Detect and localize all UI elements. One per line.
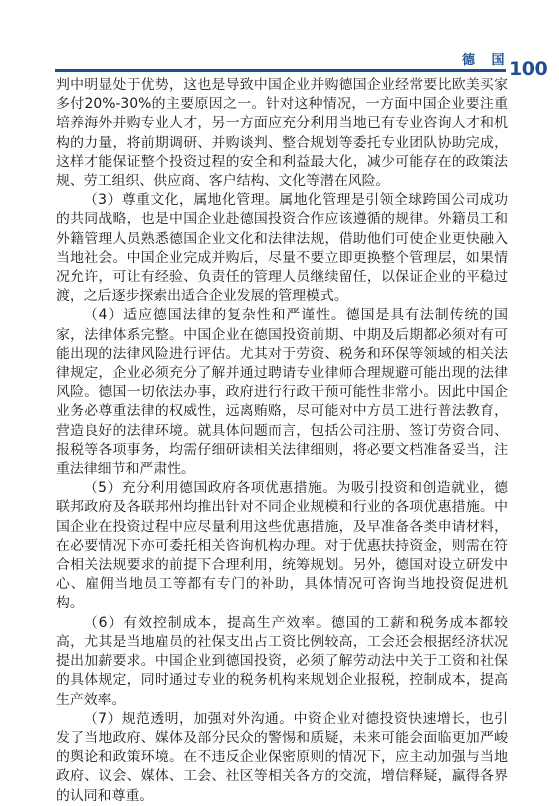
- paragraph-text: 判中明显处于优势，这也是导致中国企业并购德国企业经常要比欧美买家多付20%-30%的主要原因之一。针对这种情况，一方面中国企业要注重培养海外并购专业人才，另一方面应充分利用当地已有专业咨询人才和机构的力量，将前期调研、并购谈判、整合规划等委托专业团队协助完成，这样才能保证整个投资过程的安全和利益最大化，减少可能存在的政策法规、劳工组织、供应商、客户结构、文化等潜在风险。: [56, 77, 508, 190]
- paragraph: [56, 614, 508, 710]
- paragraph-text: 中资企业对德投资快速增长，也引发了当地政府、媒体及部分民众的警惕和质疑，未来可能会面临更加严峻的舆论和政策环境。在不违反企业保密原则的情况下，应主动加强与当地政府、议会、媒体、工会、社区等相关各方的交流，增信释疑，赢得各界的认同和尊重。: [56, 710, 508, 804]
- paragraph: [56, 191, 508, 306]
- paragraph-text: 德国是具有法制传统的国家，法律体系完整。中国企业在德国投资前期、中期及后期都必须对有可能出现的法律风险进行评估。尤其对于劳资、税务和环保等领域的相关法律规定，企业必须充分了解并通过聘请专业律师合理规避可能出现的法律风险。德国一切依法办事，政府进行行政干预可能性非常小。因此中国企业务必尊重法律的权威性，远离贿赂，尽可能对中方员工进行普法教育，营造良好的法律环境。就具体问题而言，包括公司注册、签订劳资合同、报税等各项事务，均需仔细研读相关法律细则，将必要文档准备妥当，注重法律细节和严肃性。: [56, 307, 508, 478]
- paragraph-text: 属地化管理是引领全球跨国公司成功的共同战略，也是中国企业赴德国投资合作应该遵循的规律。外籍员工和外籍管理人员熟悉德国企业文化和法律法规，借助他们可使企业更快融入当地社会。中国企业完成并购后，尽量不要立即更换整个管理层，如果情况允许，可让有经验、负责任的管理人员继续留任，以保证企业的平稳过渡，之后逐步探索出适合企业发展的管理模式。: [56, 192, 508, 305]
- paragraph: [56, 76, 508, 191]
- page-number: 100: [509, 58, 548, 80]
- paragraph-text: 为吸引投资和创造就业，德联邦政府及各联邦州均推出针对不同企业规模和行业的各项优惠措施。中国企业在投资过程中应尽量利用这些优惠措施，及早准备各类申请材料，在必要情况下亦可委托相关咨询机构办理。对于优惠扶持资金，则需在符合相关法规要求的前提下合理利用，统筹规划。另外，德国对设立研发中心、雇佣当地员工等都有专门的补助，具体情况可咨询当地投资促进机构。: [56, 480, 508, 612]
- section-title: 德 国: [462, 53, 511, 68]
- header-rule: [55, 69, 506, 72]
- paragraph-lead: （6）有效控制成本，提高生产效率。: [83, 614, 331, 631]
- paragraph: [56, 306, 508, 479]
- paragraph-text: 德国的工薪和税务成本都较高，尤其是当地雇员的社保支出占工资比例较高，工会还会根据经济状况提出加薪要求。中国企业到德国投资，必须了解劳动法中关于工资和社保的具体规定，同时通过专业的税务机构来规划企业报税，控制成本，提高生产效率。: [56, 614, 508, 708]
- paragraph-lead: （3）尊重文化，属地化管理。: [83, 192, 280, 209]
- paragraph: [56, 710, 508, 806]
- paragraph-lead: （5）充分利用德国政府各项优惠措施。: [83, 480, 337, 497]
- paragraph-lead: （7）规范透明，加强对外沟通。: [83, 710, 294, 727]
- body-text: [56, 76, 508, 806]
- paragraph-lead: （4）适应德国法律的复杂性和严谨性。: [83, 307, 346, 324]
- paragraph: [56, 479, 508, 613]
